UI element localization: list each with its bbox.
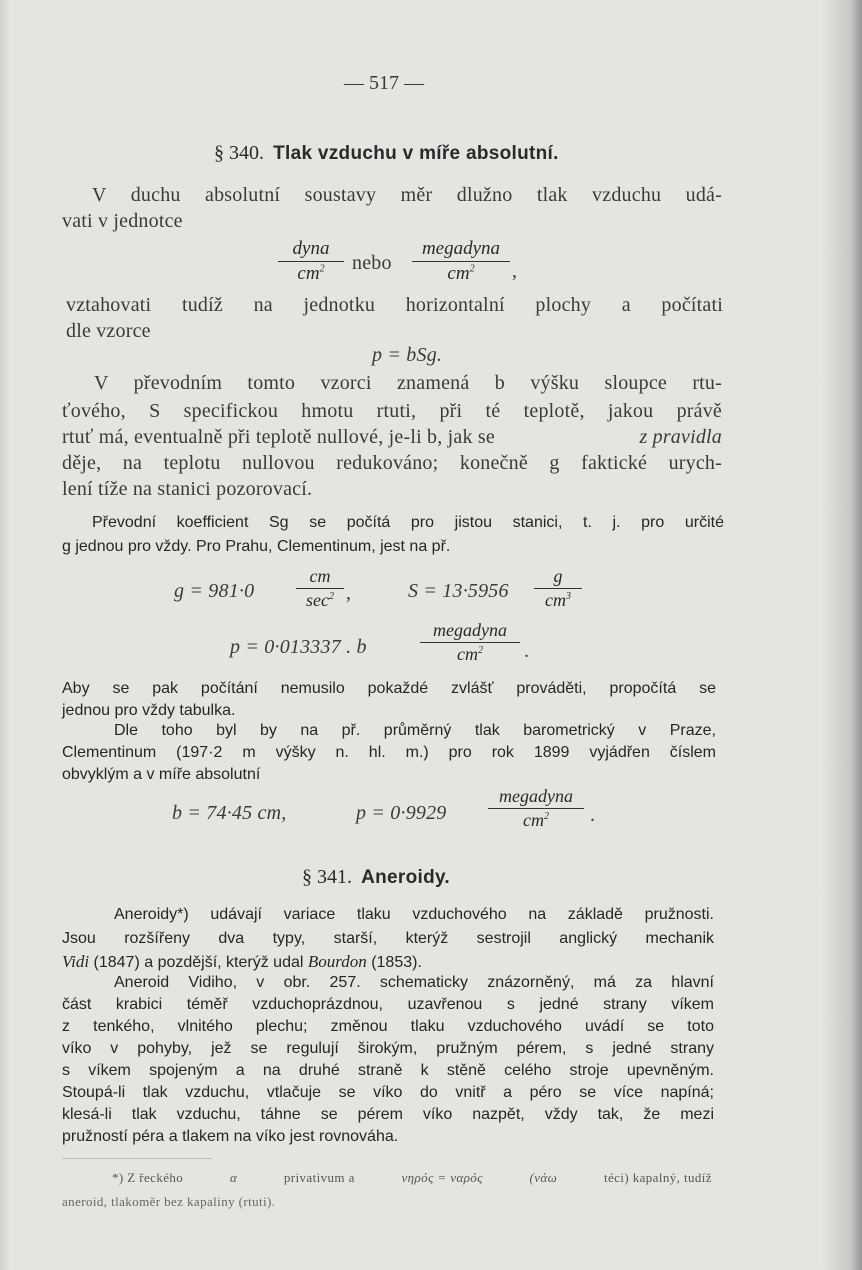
fraction-g-per-cm3 — [534, 566, 582, 611]
name-bourdon: Bourdon — [307, 952, 367, 971]
fraction-denominator: $cm^3$ — [545, 590, 571, 610]
p3-line3 — [62, 426, 722, 449]
formula-p3-period: . — [590, 804, 596, 826]
p6-line1: Aneroidy*) udávají variace tlaku vzduchového na základě pružnosti. — [114, 906, 714, 923]
fraction-numerator: megadyna — [499, 786, 573, 806]
footnote-text1: *) Z řeckého — [112, 1170, 184, 1185]
formula-p-bsg: p = bSg. — [372, 344, 443, 366]
p3-line1: V převodním tomto vzorci znamená b výšku sloupce rtu- — [94, 372, 722, 394]
p6-line9: Stoupá-li tlak vzduchu, vtlačuje se víko do vnitř a péro se více napíná; — [62, 1084, 714, 1101]
section-341-title: Aneroidy. — [361, 867, 451, 888]
fraction-numerator: megadyna — [421, 238, 501, 259]
footnote-greek: νηρός = ναρός — [401, 1170, 483, 1185]
p1-line2: vati v jednotce — [62, 210, 183, 232]
conjunction-nebo: nebo — [352, 252, 392, 274]
p6-line6: z tenkého, vlnitého plechu; změnou tlaku vzduchového uvádí se toto — [62, 1018, 714, 1035]
fraction-denominator: $cm^2$ — [523, 810, 549, 830]
p6-line2: Jsou rozšířeny dva typy, starší, kterýž sestrojil anglický mechanik — [62, 930, 714, 947]
fraction-denominator: $\sec^2$ — [306, 590, 334, 610]
p3-line2: ťového, S specifickou hmotu rtuti, při té teplotě, jakou právě — [62, 400, 722, 422]
fraction-denominator: $cm^2$ — [457, 644, 483, 664]
formula-p2-period: . — [524, 640, 530, 662]
p5-line5: obvyklým a v míře absolutní — [62, 766, 261, 783]
fraction-bar — [420, 642, 520, 643]
p3-line4: děje, na teplotu nullovou redukováno; konečně g faktické urych- — [62, 452, 722, 474]
footnote-greek2: (νάω — [529, 1170, 558, 1185]
section-340-number: § 340. — [214, 142, 264, 164]
footnote-line1 — [112, 1170, 712, 1186]
footnote-alpha: α — [229, 1170, 238, 1185]
section-340-heading — [214, 142, 559, 165]
formula-p3-lhs: p = 0·9929 — [356, 802, 447, 824]
p1-line1: V duchu absolutní soustavy měr dlužno tlak vzduchu udá- — [92, 184, 722, 206]
fraction-denominator: $cm^2$ — [447, 263, 475, 284]
footnote-text2: privativum a — [283, 1170, 355, 1185]
p2-line1: vztahovati tudíž na jednotku horizontalní plochy a počítati — [66, 294, 723, 316]
fraction-numerator: g — [553, 566, 563, 586]
footnote-text3: téci) kapalný, tudíž — [603, 1170, 712, 1185]
p2-line2: dle vzorce — [66, 320, 151, 342]
formula-g-comma: , — [346, 582, 352, 604]
p6-line8: s víkem spojeným a na druhé straně k stěně celého stroje upevněným. — [62, 1062, 714, 1079]
fraction-megadyna-per-cm2 — [412, 238, 510, 285]
fraction-bar — [488, 808, 584, 809]
p3-line3-italic: z pravidla — [639, 426, 722, 448]
fraction-bar — [278, 261, 344, 262]
p4-line2: g jednou pro vždy. Pro Prahu, Clementinum, jest na př. — [62, 538, 451, 555]
fraction-bar — [534, 588, 582, 589]
p6-line3-text2: (1853). — [371, 954, 422, 971]
formula-S-lhs: S = 13·5956 — [408, 580, 509, 602]
formula-g-lhs: g = 981·0 — [174, 580, 255, 602]
name-vidi: Vidi — [62, 952, 90, 971]
p5-line2: jednou pro vždy tabulka. — [62, 702, 236, 719]
p3-line3-text: rtuť má, eventualně při teplotě nullové, je-li b, jak se — [62, 426, 495, 448]
page-edge-shadow-right — [822, 0, 862, 1270]
footnote-separator — [62, 1158, 212, 1159]
fraction-bar — [296, 588, 344, 589]
p6-line4: Aneroid Vidiho, v obr. 257. schematicky znázorněný, má za hlavní — [114, 974, 714, 991]
p6-line3 — [62, 952, 422, 972]
formula-trailing-comma: , — [512, 260, 518, 282]
p5-line3: Dle toho byl by na př. průměrný tlak barometrický v Praze, — [114, 722, 716, 739]
fraction-cm-per-sec2 — [296, 566, 344, 611]
p6-line10: klesá-li tlak vzduchu, táhne se pérem víko nazpět, vždy tak, že mezi — [62, 1106, 714, 1123]
fraction-numerator: cm — [309, 566, 331, 586]
fraction-bar — [412, 261, 510, 262]
p6-line7: víko v pohyby, jež se regulují širokým, pružným pérem, s jedné strany — [62, 1040, 714, 1057]
p5-line1: Aby se pak počítání nemusilo pokaždé zvlášť prováděti, propočítá se — [62, 680, 716, 697]
p6-line11: pružností péra a tlakem na víko jest rovnováha. — [62, 1128, 399, 1145]
fraction-numerator: megadyna — [433, 620, 507, 640]
p3-line5: lení tíže na stanici pozorovací. — [62, 478, 313, 500]
fraction-megadyna-per-cm2-c — [488, 786, 584, 831]
section-341-heading — [302, 866, 450, 889]
formula-b: b = 74·45 cm, — [172, 802, 287, 824]
p6-line3-text1: (1847) a pozdější, kterýž udal — [93, 954, 304, 971]
page-edge-shadow-left — [0, 0, 10, 1270]
section-340-title: Tlak vzduchu v míře absolutní. — [273, 143, 559, 164]
p5-line4: Clementinum (197·2 m výšky n. hl. m.) pro rok 1899 vyjádřen číslem — [62, 744, 716, 761]
footnote-line2: aneroid, tlakoměr bez kapaliny (rtuti). — [62, 1194, 276, 1209]
fraction-megadyna-per-cm2-b — [420, 620, 520, 665]
p6-line5: část krabici téměř vzduchoprázdnou, uzavřenou s jedné strany víkem — [62, 996, 714, 1013]
formula-p2-lhs: p = 0·013337 . b — [230, 636, 367, 658]
fraction-denominator: $cm^2$ — [297, 263, 325, 284]
section-341-number: § 341. — [302, 866, 352, 888]
fraction-dyna-per-cm2 — [278, 238, 344, 285]
fraction-numerator: dyna — [292, 238, 330, 259]
page-number: — 517 — — [344, 72, 424, 94]
p4-line1: Převodní koefficient Sg se počítá pro jistou stanici, t. j. pro určité — [92, 514, 724, 531]
